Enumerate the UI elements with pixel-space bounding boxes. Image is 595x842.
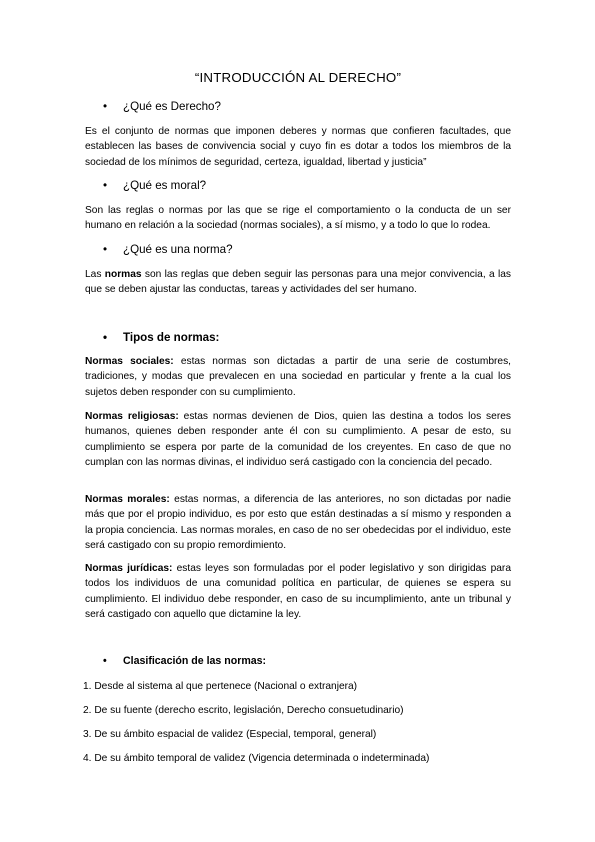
document-title: “INTRODUCCIÓN AL DERECHO” xyxy=(194,70,402,85)
paragraph-normas-morales xyxy=(85,492,511,553)
heading-que-es-moral xyxy=(103,179,206,192)
paragraph-normas-juridicas xyxy=(85,561,511,622)
paragraph-norma xyxy=(85,267,511,298)
bullet-icon: • xyxy=(103,331,108,344)
heading-text: ¿Qué es una norma? xyxy=(123,243,233,256)
bullet-icon: • xyxy=(103,243,108,256)
term-normas-religiosas: Normas religiosas: xyxy=(85,411,179,422)
text-normas-religiosas: estas normas devienen de Dios, quien las destina a todos los seres humanos, quienes deben responder ante él con su cumplimiento. A pesar de esto, su cumplimiento se espera por parte de la comunidad de los creyentes. En caso de que no cumplan con las normas divinas, el individuo será castigado con la conciencia del pecado. xyxy=(85,411,511,468)
bullet-icon: • xyxy=(103,100,108,113)
paragraph-norma-rest: son las reglas que deben seguir las personas para una mejor convivencia, a las que se deben ajustar las conductas, tareas y actividades del ser humano. xyxy=(85,269,512,296)
text-normas-sociales: estas normas son dictadas a partir de una serie de costumbres, tradiciones, y modas que prevalecen en una sociedad en particular y frente a la cual los sujetos deben responder con su cumplimiento. xyxy=(85,356,511,398)
list-item: 1. Desde al sistema al que pertenece (Nacional o extranjera) xyxy=(83,681,358,692)
heading-que-es-norma xyxy=(103,243,233,256)
paragraph-normas-religiosas xyxy=(85,409,511,470)
paragraph-norma-prefix: Las xyxy=(85,269,105,280)
term-normas-sociales: Normas sociales: xyxy=(85,356,174,367)
heading-clasificacion xyxy=(103,655,266,667)
paragraph-derecho: Es el conjunto de normas que imponen deberes y normas que confieren facultades, que establecen las bases de convivencia social y cuyo fin es dotar a todos los miembros de la sociedad de los mínimos de seguridad, certeza, igualdad, libertad y justicia” xyxy=(85,126,511,168)
list-item: 2. De su fuente (derecho escrito, legislación, Derecho consuetudinario) xyxy=(83,705,404,716)
heading-tipos-de-normas xyxy=(103,331,219,344)
paragraph-normas-sociales xyxy=(85,354,511,400)
paragraph-norma-bold: normas xyxy=(104,269,142,280)
term-normas-morales: Normas morales: xyxy=(85,494,170,505)
paragraph-moral: Son las reglas o normas por las que se rige el comportamiento o la conducta de un ser humano en relación a la sociedad (normas sociales), a sí mismo, y a todo lo que lo rodea. xyxy=(85,205,511,232)
bullet-icon: • xyxy=(103,655,107,667)
text-normas-morales: estas normas, a diferencia de las anteriores, no son dictadas por nadie más que por el propio individuo, es por esto que están destinadas a sí mismo y responden a la propia conciencia. Las normas morales, en caso de no ser obedecidas por el individuo, este será castigado con su propio remordimiento. xyxy=(85,494,512,551)
bullet-icon: • xyxy=(103,179,108,192)
heading-que-es-derecho xyxy=(103,100,221,113)
text-normas-juridicas: estas leyes son formuladas por el poder legislativo y son dirigidas para todos los individuos de una comunidad política en particular, de quienes se espera su cumplimiento. El individuo debe responder, en caso de su incumplimiento, ante un tribunal y será castigado con aquello que dictamine la ley. xyxy=(85,563,511,620)
heading-text: Clasificación de las normas: xyxy=(123,655,267,667)
heading-text: ¿Qué es Derecho? xyxy=(123,100,221,113)
list-item: 3. De su ámbito espacial de validez (Especial, temporal, general) xyxy=(83,729,377,740)
list-item: 4. De su ámbito temporal de validez (Vigencia determinada o indeterminada) xyxy=(83,753,430,764)
term-normas-juridicas: Normas jurídicas: xyxy=(85,563,173,574)
heading-text: ¿Qué es moral? xyxy=(123,179,207,192)
heading-text: Tipos de normas: xyxy=(123,331,220,344)
